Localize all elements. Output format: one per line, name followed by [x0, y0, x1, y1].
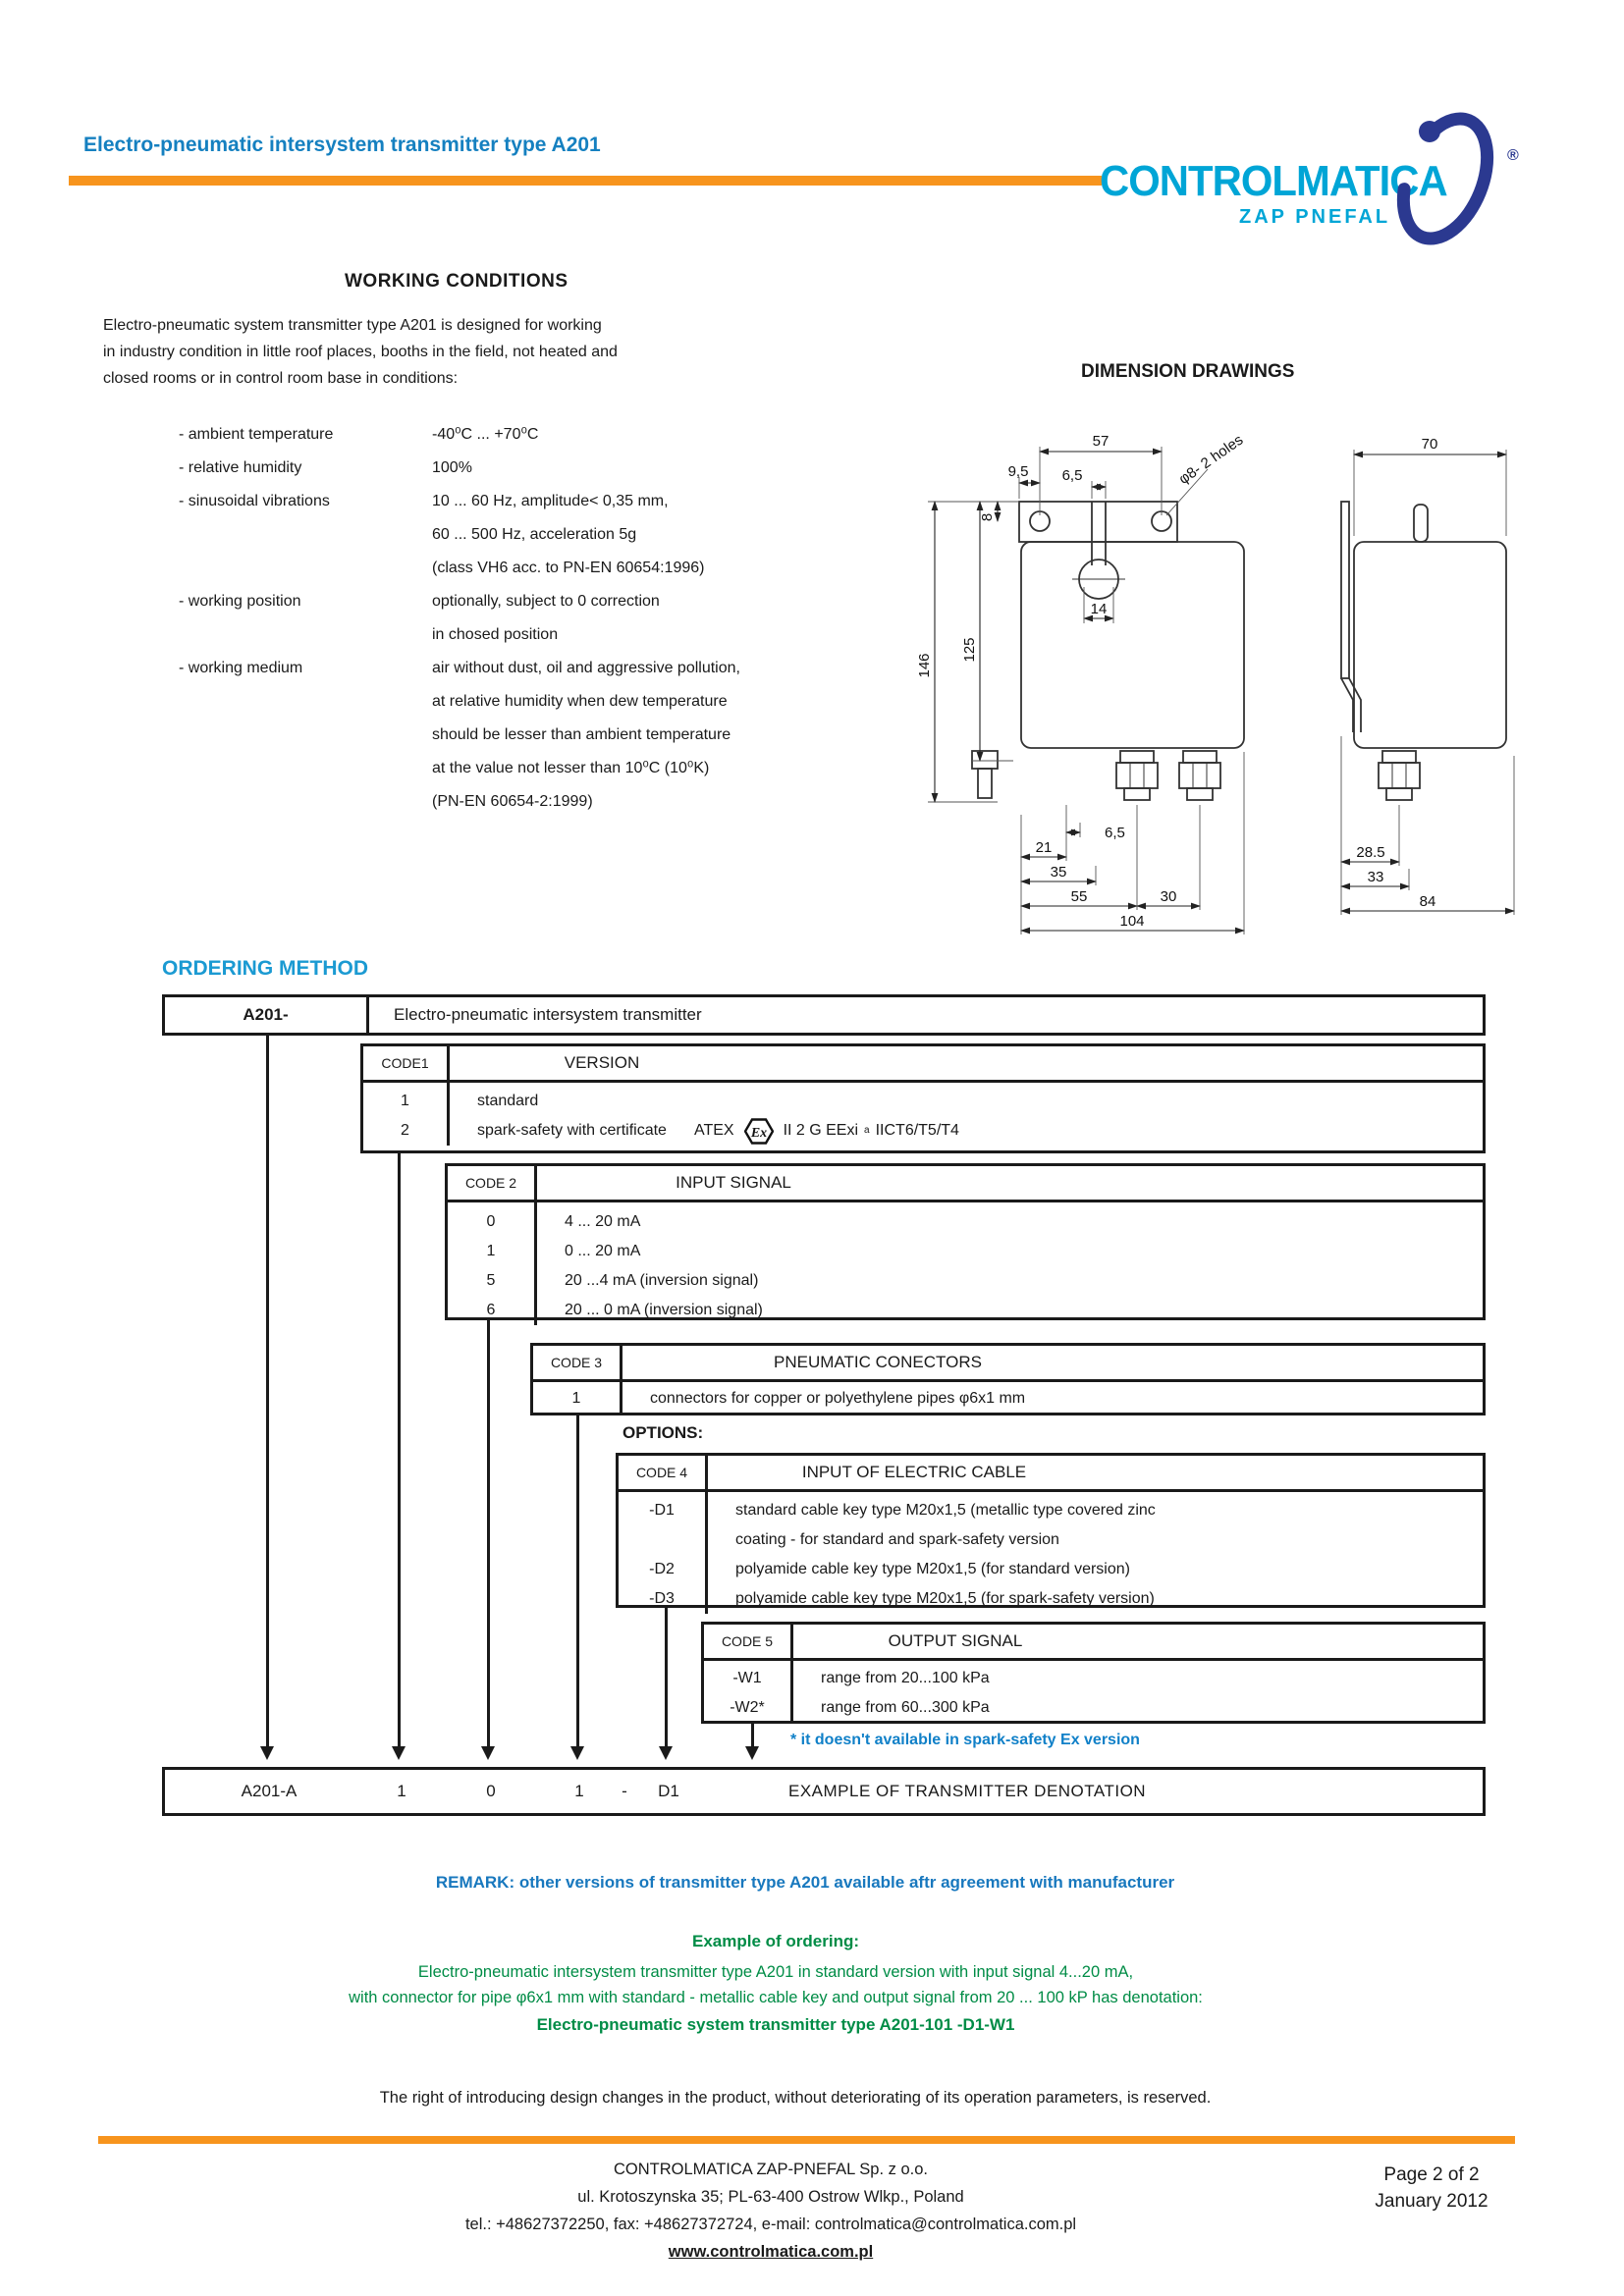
footer-rule: [98, 2136, 1515, 2144]
condition-label: - ambient temperature: [179, 426, 334, 443]
ordering-method-heading: ORDERING METHOD: [162, 957, 368, 980]
condition-value: (PN-EN 60654-2:1999): [432, 793, 593, 810]
page-number: Page 2 of 2: [1383, 2164, 1480, 2185]
example-label: EXAMPLE OF TRANSMITTER DENOTATION: [788, 1782, 1147, 1800]
dim-30: 30: [1160, 888, 1177, 905]
cable-title: INPUT OF ELECTRIC CABLE: [801, 1463, 1027, 1481]
input-signal-title: INPUT SIGNAL: [676, 1173, 791, 1192]
example-ordering-line: Electro-pneumatic intersystem transmitter type A201 in standard version with input signal 4...20 mA,: [417, 1963, 1134, 1981]
condition-value: at relative humidity when dew temperature: [432, 693, 728, 710]
code4-header: CODE 4: [619, 1456, 708, 1489]
condition-value: air without dust, oil and aggressive pollution,: [432, 660, 740, 676]
version-code: 2: [401, 1122, 409, 1139]
rights-note: The right of introducing design changes in the product, without deteriorating of its operation parameters, is reserved.: [379, 2089, 1212, 2107]
page-title: Electro-pneumatic intersystem transmitter type A201: [83, 133, 601, 156]
dim-33: 33: [1367, 869, 1384, 885]
dim-70: 70: [1421, 436, 1438, 453]
footer-website-link[interactable]: www.controlmatica.com.pl: [668, 2243, 874, 2261]
condition-label: - working medium: [179, 660, 303, 676]
registered-mark: ®: [1507, 147, 1519, 164]
dim-104: 104: [1119, 913, 1145, 930]
output-title: OUTPUT SIGNAL: [888, 1631, 1023, 1650]
footer-company: CONTROLMATICA ZAP-PNEFAL Sp. z o.o.: [614, 2161, 928, 2178]
condition-value: 10 ... 60 Hz, amplitude< 0,35 mm,: [432, 493, 669, 509]
code1-header: CODE1: [363, 1046, 450, 1080]
logo-swoosh-icon: [1386, 80, 1504, 257]
output-box: CODE 5 OUTPUT SIGNAL -W1 -W2* range from 20...100 kPa range from 60...300 kPa: [701, 1622, 1486, 1724]
condition-value: 60 ... 500 Hz, acceleration 5g: [432, 526, 637, 543]
dim-9-5: 9,5: [1007, 463, 1029, 480]
page-date: January 2012: [1375, 2191, 1489, 2212]
condition-value: should be lesser than ambient temperature: [432, 726, 731, 743]
intro-line: in industry condition in little roof places, booths in the field, not heated and: [103, 344, 618, 360]
options-label: OPTIONS:: [623, 1423, 704, 1442]
root-code: A201-: [165, 997, 369, 1033]
logo-wordmark: CONTROLMATICA: [1100, 157, 1447, 205]
pneumatic-title: PNEUMATIC CONECTORS: [774, 1353, 982, 1371]
version-desc: standard: [477, 1093, 539, 1109]
intro-line: closed rooms or in control room base in conditions:: [103, 370, 459, 387]
input-signal-box: CODE 2 INPUT SIGNAL 0 1 5 6 4 ... 20 mA 0 ... 20 mA 20 ...4 mA (inversion signal) 20 ... 0 mA (inversion signal): [445, 1163, 1486, 1320]
version-box: [360, 1043, 1486, 1153]
dimension-drawings-heading: DIMENSION DRAWINGS: [1081, 361, 1295, 382]
example-denotation-row: A201-A 1 0 1 - D1 EXAMPLE OF TRANSMITTER DENOTATION: [162, 1767, 1486, 1816]
code3-header: CODE 3: [533, 1346, 623, 1379]
connector-arrow: [266, 1036, 269, 1754]
dim-55: 55: [1070, 888, 1088, 905]
company-logo: [1092, 128, 1543, 275]
footer-contact: tel.: +48627372250, fax: +48627372724, e-mail: controlmatica@controlmatica.com.pl: [464, 2216, 1077, 2233]
dim-14: 14: [1090, 601, 1108, 617]
dim-125: 125: [961, 637, 978, 663]
logo-subtitle: ZAP PNEFAL: [1239, 206, 1391, 228]
dimension-drawing: [903, 422, 1532, 942]
atex-ex-icon: [744, 1118, 774, 1145]
condition-value: 100%: [432, 459, 472, 476]
root-desc: Electro-pneumatic intersystem transmitter: [394, 1005, 702, 1024]
pneumatic-box: CODE 3 PNEUMATIC CONECTORS 1 connectors for copper or polyethylene pipes φ6x1 mm: [530, 1343, 1486, 1415]
example-ordering-result: Electro-pneumatic system transmitter type A201-101 -D1-W1: [536, 2015, 1015, 2034]
condition-label: - working position: [179, 593, 301, 610]
version-title: VERSION: [564, 1053, 640, 1072]
remark-note: REMARK: other versions of transmitter type A201 available aftr agreement with manufacturer: [435, 1873, 1175, 1892]
dim-146: 146: [916, 653, 933, 678]
footer-contact-block: [177, 2156, 1365, 2266]
footer-address: ul. Krotoszynska 35; PL-63-400 Ostrow Wlkp., Poland: [577, 2188, 964, 2206]
spark-safety-footnote: * it doesn't available in spark-safety Ex version: [790, 1732, 1140, 1748]
dim-28-5: 28.5: [1356, 844, 1385, 861]
dim-35: 35: [1050, 864, 1067, 881]
cable-box: CODE 4 INPUT OF ELECTRIC CABLE -D1 -D2 -D3 standard cable key type M20x1,5 (metallic type covered zinc coating - for standard and spark-safety version polyamide cable key type M20x1,5 (for standard version) polyamide cable key type M20x1,5 (for spark-safety version): [616, 1453, 1486, 1608]
code2-header: CODE 2: [448, 1166, 537, 1200]
condition-label: - sinusoidal vibrations: [179, 493, 330, 509]
condition-label: - relative humidity: [179, 459, 302, 476]
connector-arrow: [398, 1153, 401, 1754]
version-code: 1: [401, 1093, 409, 1109]
ordering-root-row: [162, 994, 1486, 1036]
connector-arrow: [487, 1320, 490, 1754]
condition-value: optionally, subject to 0 correction: [432, 593, 660, 610]
connector-arrow: [751, 1724, 754, 1754]
page-info: [1343, 2162, 1520, 2215]
header-rule: [69, 176, 1102, 186]
dim-57: 57: [1092, 433, 1110, 450]
example-ordering-heading: Example of ordering:: [691, 1932, 860, 1950]
dim-21: 21: [1035, 839, 1053, 856]
connector-arrow: [576, 1415, 579, 1754]
intro-line: Electro-pneumatic system transmitter type A201 is designed for working: [103, 317, 602, 334]
dim-holes: φ8- 2 holes: [1175, 431, 1247, 488]
condition-value: at the value not lesser than 10⁰C (10⁰K): [432, 760, 710, 776]
dim-6-5-bottom: 6,5: [1105, 825, 1125, 841]
code5-header: CODE 5: [704, 1625, 793, 1658]
working-conditions-list: [179, 418, 740, 819]
version-desc-atex: spark-safety with certificate ATEX Ex II 2 G EExi a IICT6/T5/T4: [477, 1116, 959, 1146]
condition-value: -40⁰C ... +70⁰C: [432, 426, 539, 443]
working-conditions-intro: [103, 312, 653, 392]
svg-text:Ex: Ex: [750, 1125, 767, 1141]
dim-84: 84: [1419, 893, 1436, 910]
condition-value: in chosed position: [432, 626, 559, 643]
dim-8: 8: [979, 512, 996, 522]
example-ordering-line: with connector for pipe φ6x1 mm with standard - metallic cable key and output signal from 20 ... 100 kP has denotation:: [349, 1989, 1203, 2006]
working-conditions-heading: WORKING CONDITIONS: [345, 271, 568, 292]
connector-arrow: [665, 1608, 668, 1754]
dim-6-5-top: 6,5: [1061, 467, 1083, 484]
condition-value: (class VH6 acc. to PN-EN 60654:1996): [432, 560, 705, 576]
